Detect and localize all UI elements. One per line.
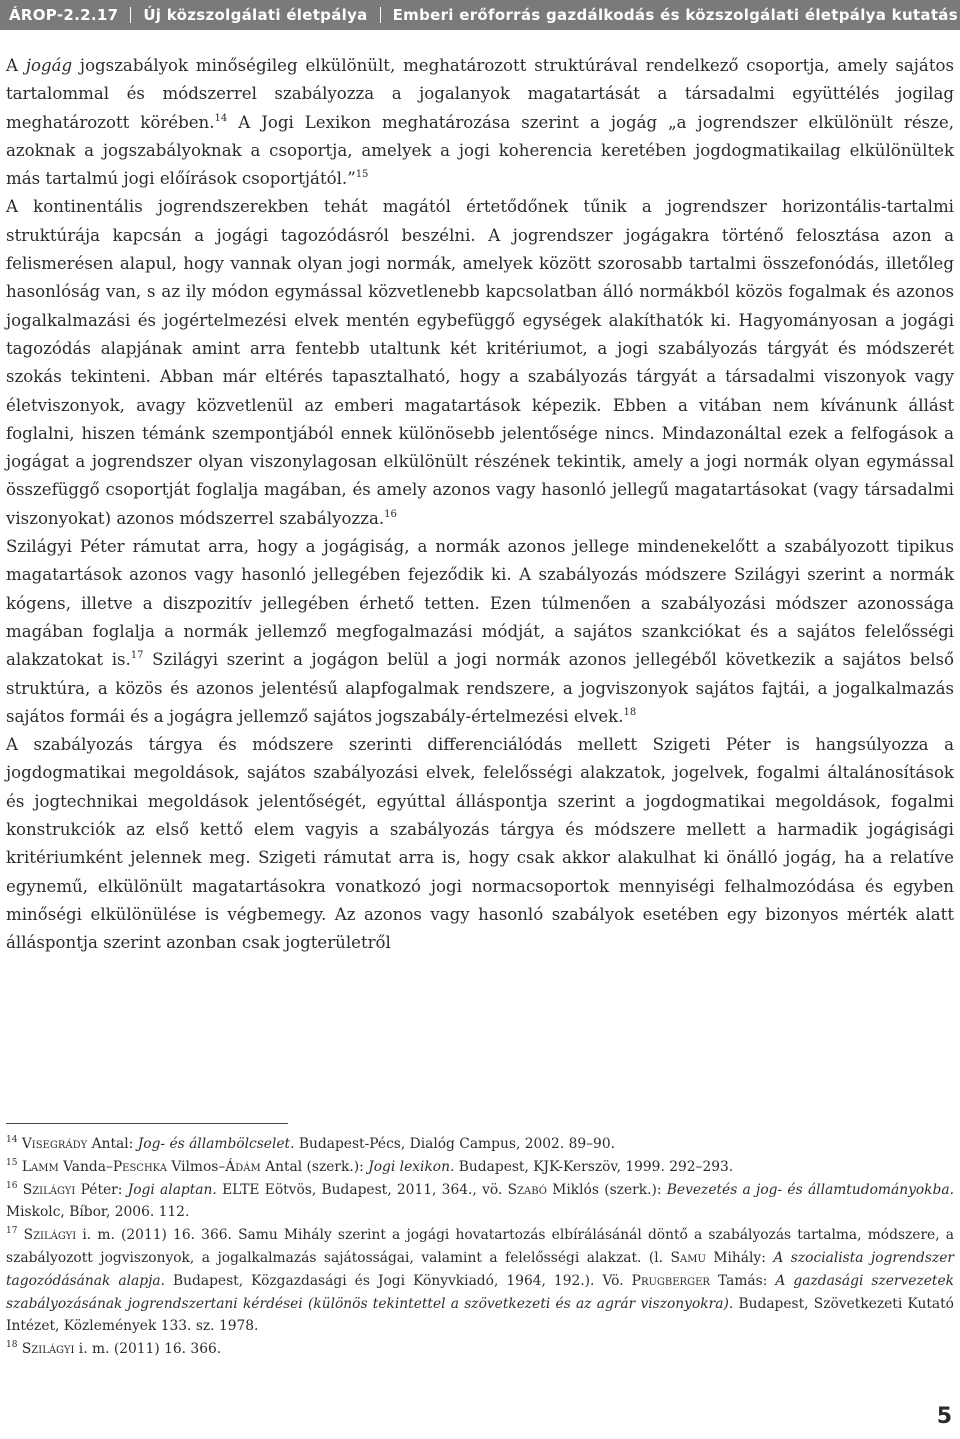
text-run: Szilágyi szerint a jogágon belül a jogi normák azonos jellegéből következik a sajátos belső struktúra, a közös és azonos jelentésű alapfogalmak rendszere, a jogviszonyok sajátos fajtái, a jogalkalmazás sajátos formái és a jogágra jellemző sajátos jogszabály-értelmezési elvek. — [6, 650, 955, 726]
text-run: Mihály: — [705, 1249, 774, 1266]
footnote-number: 16 — [6, 1180, 18, 1191]
footnote-number: 15 — [6, 1157, 18, 1168]
footnote-17 — [6, 1224, 954, 1338]
project-code: ÁROP-2.2.17 — [9, 6, 119, 24]
footnote-ref-15[interactable]: 15 — [355, 169, 369, 181]
text-run: Budapest, KJK-Kerszöv, 1999. 292–293. — [454, 1158, 734, 1175]
footnote-number: 17 — [6, 1226, 18, 1237]
running-header — [0, 0, 960, 30]
text-run: Vanda– — [58, 1158, 113, 1175]
text-run: i. m. (2011) 16. 366. — [74, 1341, 222, 1358]
text-run: ELTE Eötvös, Budapest, 2011, 364., vö. — [216, 1181, 508, 1198]
text-run: i. m. (2011) 16. 366. Samu Mihály szerint a jogági hovatartozás elbírálásánál döntő a szabályozás tartalma, módszere, a szabályozott jogviszonyok, a jogalkalmazás sajátosságai, valamint a felelősségi alakzat. (l. — [6, 1227, 954, 1266]
header-divider — [380, 7, 381, 23]
author-name: Ádám — [225, 1158, 261, 1175]
text-run: A kontinentális jogrendszerekben tehát magától értetődőnek tűnik a jogrendszer horizontális-tartalmi struktúrája kapcsán a jogági tagozódásról beszélni. A jogrendszer jogágakra történő felosztása azon a felismerésen alapul, hogy vannak olyan jogi normák, amelyek között szorosabb tartalmi összefonódás, illetőleg hasonlóság van, s az ily módon egymással közvetlenebb kapcsolatban álló normákból közös fogalmak és azonos jogalkalmazási és jogértelmezési elvek mentén egybefüggő egységek alakíthatók ki. Hagyományosan a jogági tagozódás alapjának amint arra fentebb utaltunk két kritériumot, a jogi szabályozás tárgyát és módszerét szokás tekinteni. Abban már eltérés tapasztalható, hogy a szabályozás tárgyát a társadalmi viszonyok vagy életviszonyok, avagy közvetlenül az emberi magatartások képezik. Ebben a vitában nem kívánunk állást foglalni, hiszen témánk szempontjából ennek különösebb jelentősége nincs. Mindazonáltal ezek a felfogások a jogágat a jogrendszer olyan viszonylagosan elkülönült részének tekintik, amely a jogi normák olyan egymással összefüggő csoportját foglalja magában, és amely azonos vagy hasonló jellegű magatartásokat (vagy társadalmi viszonyokat) azonos módszerrel szabályozza. — [6, 197, 954, 528]
footnote-14 — [6, 1133, 954, 1156]
paragraph-1 — [6, 52, 954, 193]
text-run: jogszabályok minőségileg elkülönült, meghatározott struktúrával rendelkező csoportja, amely sajátos tartalommal és módszerrel szabályozza a jogalanyok magatartását a társadalmi együttélés jogilag meghatározott körében. — [6, 56, 954, 132]
paragraph-4 — [6, 731, 954, 957]
author-name: Lamm — [21, 1158, 59, 1175]
author-name: Szilágyi — [21, 1341, 75, 1358]
work-title: Jogi lexikon. — [368, 1158, 455, 1175]
body-text — [6, 52, 954, 958]
text-run: Budapest, Szövetkezeti Kutató Intézet, Közlemények 133. sz. 1978. — [6, 1295, 954, 1335]
footnote-divider — [6, 1123, 288, 1124]
work-title: A gazdasági szervezetek szabályozásának jogrendszertani kérdései (különös tekintettel a szövetkezeti és az agrár viszonyokra). — [6, 1272, 954, 1312]
footnote-15 — [6, 1156, 954, 1179]
text-run: A szabályozás tárgya és módszere szerinti differenciálódás mellett Szigeti Péter is hangsúlyozza a jogdogmatikai megoldások, sajátos szabályozási elvek, felelősségi alakzatok, jogelvek, fogalmi általánosítások és jogtechnikai megoldások jelentőségét, egyúttal álláspontja szerint a jogdogmatikai megoldások, fogalmi konstrukciók az első kettő elem vagyis a szabályozás tárgya és módszere mellett a harmadik jogágisági kritériumként jelennek meg. Szigeti rámutat arra is, hogy csak akkor alakulhat ki önálló jogág, ha a relatíve egynemű, elkülönült magatartásokra vonatkozó jogi normacsoportok mennyiségi felhalmozódása és egyben minőségi elkülönülése is végbemegy. Az azonos vagy hasonló szabályok esetében egy bizonyos mérték alatt álláspontja szerint azonban csak jogterületről — [6, 735, 954, 953]
paragraph-3 — [6, 533, 954, 731]
text-run: Budapest-Pécs, Dialóg Campus, 2002. 89–90. — [294, 1136, 615, 1152]
footnote-ref-16[interactable]: 16 — [384, 508, 397, 520]
text-run: Miklós (szerk.): — [546, 1181, 667, 1198]
project-subtitle: Emberi erőforrás gazdálkodás és közszolgálati életpálya kutatás — [392, 6, 958, 24]
work-title: Bevezetés a jog- és államtudományokba. — [666, 1181, 954, 1198]
footnote-ref-17[interactable]: 17 — [130, 650, 144, 662]
author-name: Szilágyi — [22, 1181, 76, 1198]
text-run: A Jogi Lexikon meghatározása szerint a jogág „a jogrendszer elkülönült része, azoknak a jogszabályoknak a csoportja, amelyek a jogi koherencia keretében jogdogmatikailag elkülönültek más tartalmú jogi előírások csoportjától.” — [6, 112, 954, 189]
text-run: Miskolc, Bíbor, 2006. 112. — [6, 1204, 190, 1221]
text-run: Tamás: — [709, 1272, 776, 1289]
text-run: Péter: — [75, 1181, 128, 1198]
paragraph-2 — [6, 193, 954, 533]
work-title: A szocialista jogrendszer tagozódásának alapja. — [6, 1249, 954, 1289]
author-name: Szilágyi — [23, 1227, 77, 1244]
author-name: Samu — [670, 1249, 706, 1266]
author-name: Prugberger — [631, 1272, 710, 1289]
text-run: Vilmos– — [166, 1158, 226, 1175]
work-title: Jog- és állambölcselet. — [137, 1136, 295, 1152]
header-divider — [130, 7, 131, 23]
author-name: Szabó — [507, 1181, 547, 1198]
text-run: Antal: — [87, 1136, 138, 1152]
author-name: Visegrády — [21, 1136, 88, 1152]
footnotes — [6, 1133, 954, 1361]
footnote-number: 18 — [6, 1340, 18, 1351]
page-number: 5 — [936, 1404, 952, 1429]
footnote-ref-18[interactable]: 18 — [623, 706, 637, 718]
emphasis: jogág — [25, 56, 73, 75]
text-run: Szilágyi Péter rámutat arra, hogy a jogágiság, a normák azonos jellege mindenekelőtt a szabályozott tipikus magatartások azonos vagy hasonló jellegében fejeződik ki. A szabályozás módszere Szilágyi szerint a normák kógens, illetve a diszpozitív jellegében érhető tetten. Ezen túlmenően a szabályozási módszer azonossága magában foglalja a normák jellemző megfogalmazási módját, a sajátos szankciókat és a sajátos felelősségi alakzatokat is. — [6, 537, 954, 670]
text-run: Antal (szerk.): — [260, 1158, 369, 1175]
author-name: Peschka — [112, 1158, 167, 1175]
footnote-ref-14[interactable]: 14 — [214, 112, 228, 124]
project-name: Új közszolgálati életpálya — [143, 6, 368, 24]
footnote-16 — [6, 1179, 954, 1225]
work-title: Jogi alaptan. — [127, 1181, 217, 1198]
text-run: Budapest, Közgazdasági és Jogi Könyvkiadó, 1964, 192.). Vö. — [164, 1272, 632, 1289]
footnote-18 — [6, 1338, 954, 1361]
text-run: A — [6, 56, 26, 75]
footnote-number: 14 — [6, 1135, 18, 1145]
